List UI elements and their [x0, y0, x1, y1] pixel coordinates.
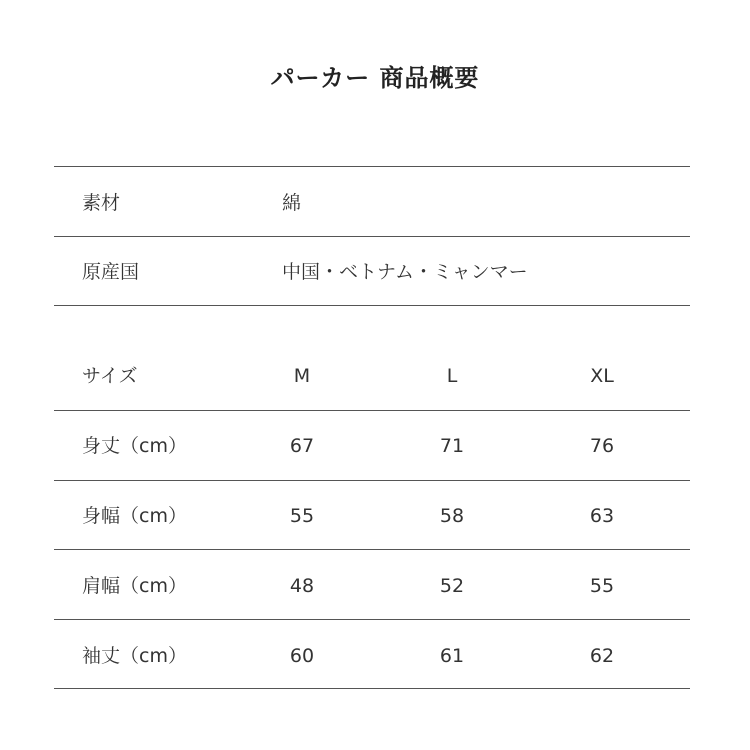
size-cell-width-xl: 63 [589, 505, 615, 527]
size-cell-shoulder-m: 48 [289, 575, 315, 597]
page-title: パーカー 商品概要 [270, 64, 480, 92]
info-table-top-border [54, 166, 690, 167]
info-row-divider [54, 236, 690, 237]
size-header-label: サイズ [82, 365, 138, 387]
info-label-material: 素材 [82, 192, 121, 214]
info-label-origin: 原産国 [82, 261, 140, 283]
size-table-bottom-border [54, 688, 690, 689]
size-row-label-width: 身幅（cm） [82, 505, 187, 527]
size-cell-length-m: 67 [289, 435, 315, 457]
info-table-bottom-border [54, 305, 690, 306]
size-row-divider [54, 549, 690, 550]
size-row-label-sleeve: 袖丈（cm） [82, 645, 187, 667]
info-value-material: 綿 [282, 192, 302, 214]
size-cell-sleeve-l: 61 [439, 645, 465, 667]
info-value-origin: 中国・ベトナム・ミャンマー [282, 261, 528, 283]
size-row-divider [54, 480, 690, 481]
size-cell-sleeve-xl: 62 [589, 645, 615, 667]
size-cell-width-l: 58 [439, 505, 465, 527]
size-row-label-shoulder: 肩幅（cm） [82, 575, 187, 597]
size-header-xl: XL [590, 365, 614, 387]
size-header-m: M [293, 365, 311, 387]
size-row-divider [54, 619, 690, 620]
size-cell-length-l: 71 [439, 435, 465, 457]
size-cell-shoulder-xl: 55 [589, 575, 615, 597]
size-cell-length-xl: 76 [589, 435, 615, 457]
size-row-label-length: 身丈（cm） [82, 435, 187, 457]
size-table-header-border [54, 410, 690, 411]
size-cell-sleeve-m: 60 [289, 645, 315, 667]
size-cell-width-m: 55 [289, 505, 315, 527]
size-cell-shoulder-l: 52 [439, 575, 465, 597]
size-header-l: L [446, 365, 458, 387]
